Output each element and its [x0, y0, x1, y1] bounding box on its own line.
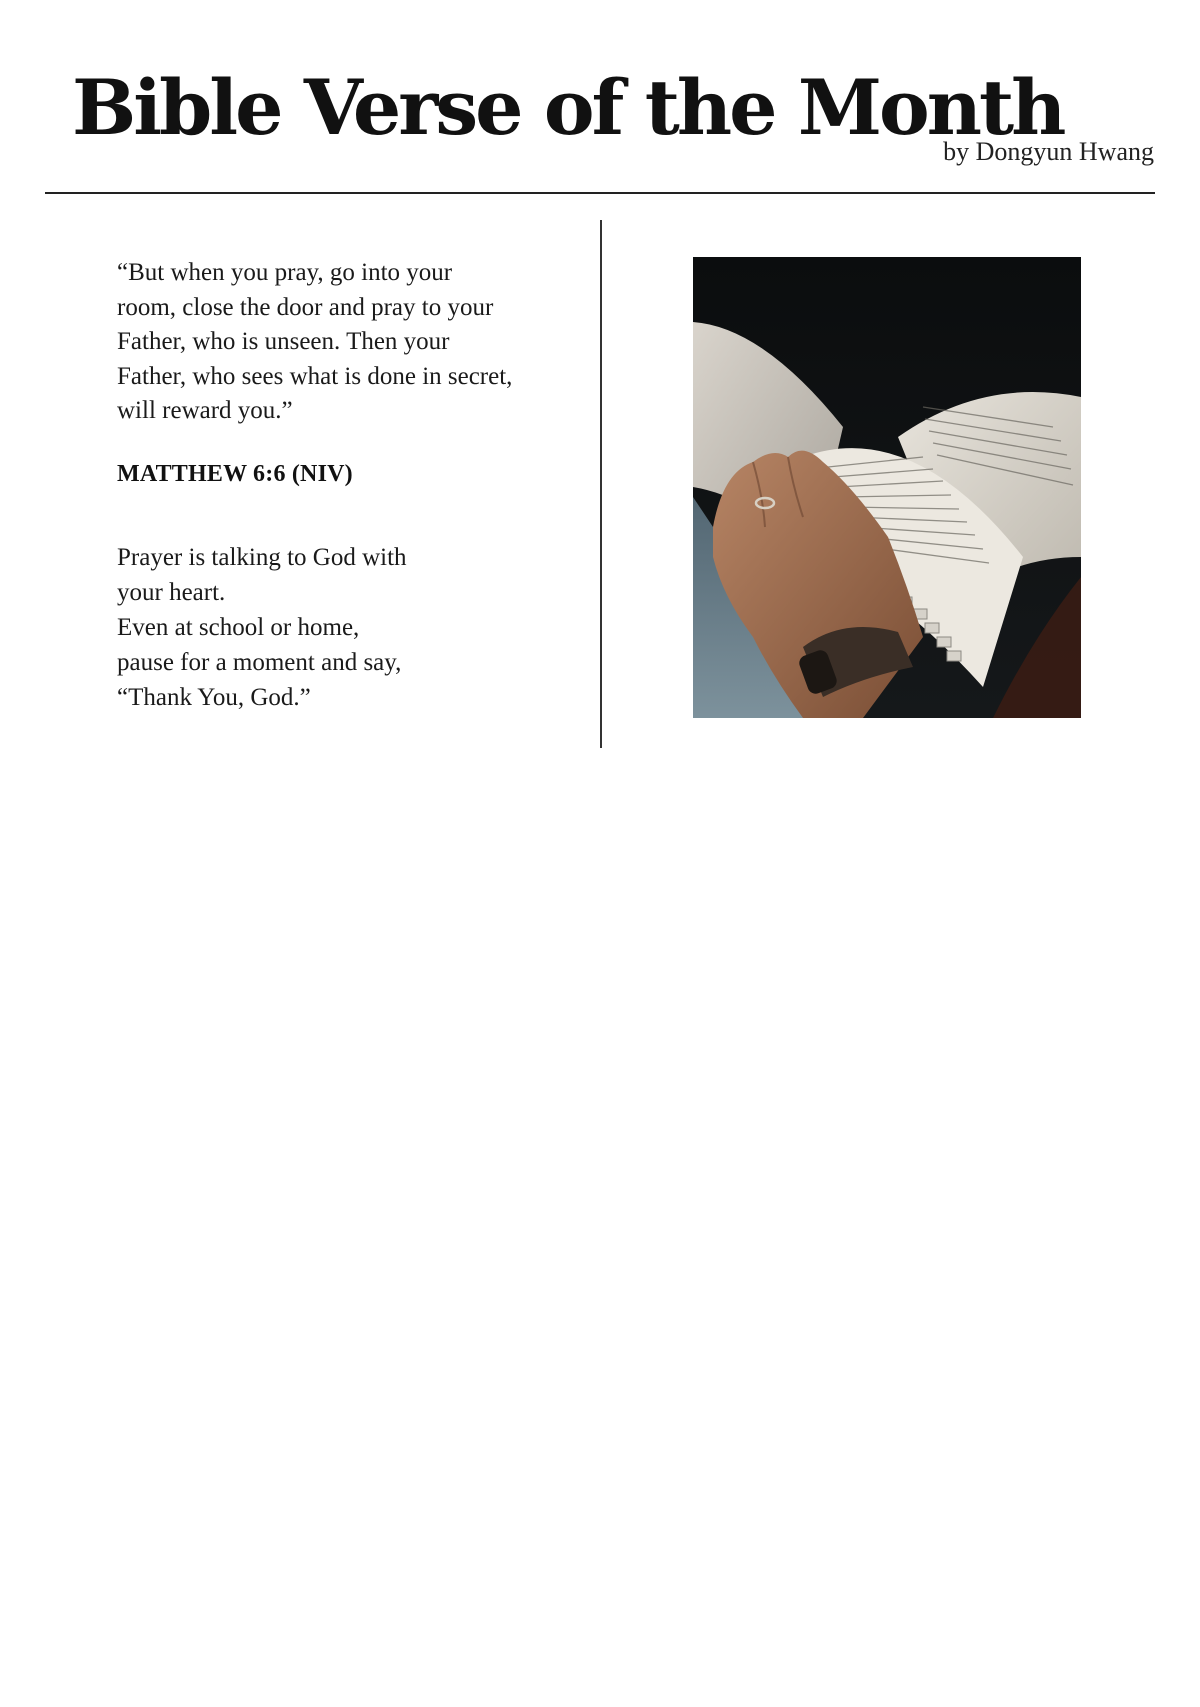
reflection-line: “Thank You, God.”: [117, 684, 311, 711]
page-title: Bible Verse of the Month: [72, 63, 1064, 152]
bible-photo-illustration: [693, 257, 1081, 718]
verse-reference: MATTHEW 6:6 (NIV): [117, 461, 353, 487]
header-divider: [45, 192, 1155, 194]
reflection-line: pause for a moment and say,: [117, 649, 402, 676]
reflection-text: [117, 540, 497, 715]
author-byline: by Dongyun Hwang: [943, 137, 1154, 166]
reflection-line: your heart.: [117, 579, 226, 606]
verse-text: “But when you pray, go into your room, close the door and pray to your Father, who is unseen. Then your Father, who sees what is done in secret, will reward you.”: [117, 259, 513, 424]
reflection-line: Prayer is talking to God with: [117, 544, 407, 571]
reflection-line: Even at school or home,: [117, 614, 360, 641]
bible-photo: [693, 257, 1081, 718]
column-divider: [600, 220, 602, 748]
